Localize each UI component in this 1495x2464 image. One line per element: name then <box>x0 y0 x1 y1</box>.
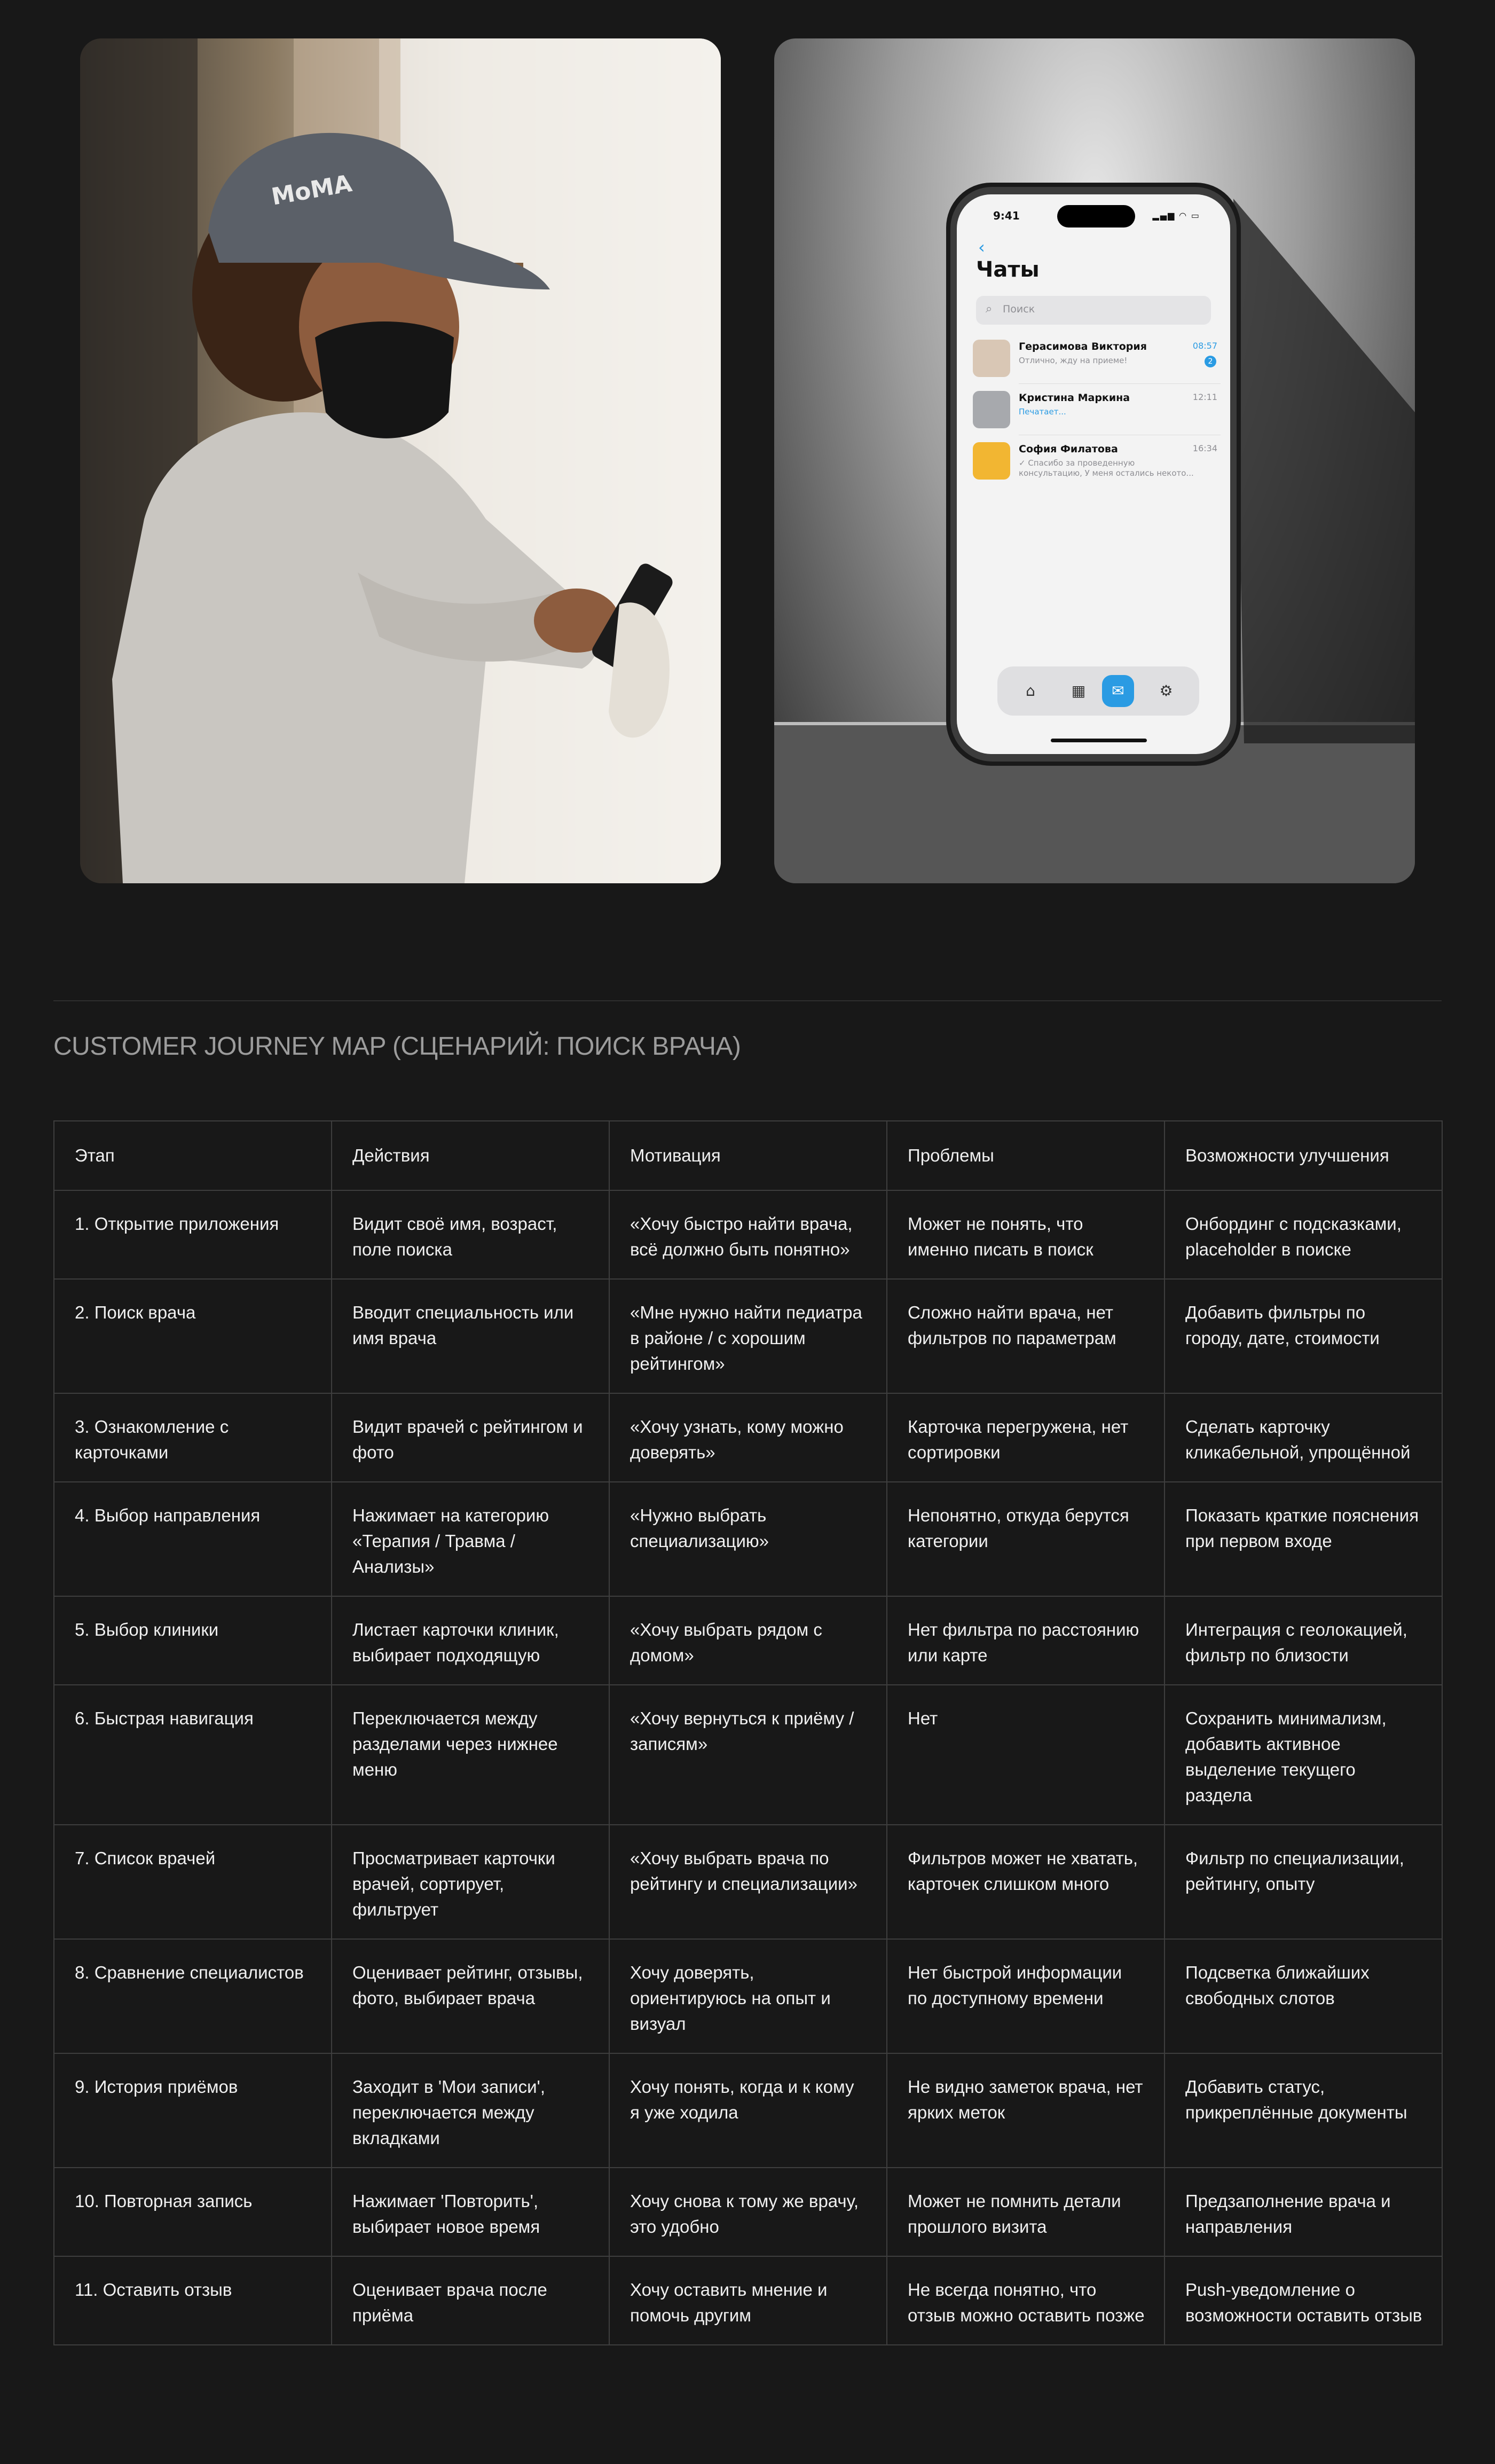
cell-actions: Листает карточки клиник, выбирает подходящую <box>332 1596 609 1685</box>
cap-logo-text: MoMA <box>269 170 354 211</box>
chat-message: Отлично, жду на приеме! <box>1019 356 1128 365</box>
chat-name: Герасимова Виктория <box>1019 341 1147 352</box>
home-indicator <box>1051 739 1147 742</box>
search-icon: ⌕ <box>986 302 993 316</box>
cell-stage: 11. Оставить отзыв <box>54 2256 332 2345</box>
photo-woman-with-phone <box>80 38 721 883</box>
cell-stage: 1. Открытие приложения <box>54 1190 332 1279</box>
calendar-icon[interactable]: ▦ <box>1071 682 1086 700</box>
cell-stage: 3. Ознакомление с карточками <box>54 1393 332 1482</box>
table-row <box>54 2168 1442 2256</box>
chat-item[interactable] <box>970 334 1221 382</box>
avatar <box>973 391 1010 428</box>
chat-name: Кристина Маркина <box>1019 392 1130 404</box>
unread-badge: 2 <box>1205 356 1216 367</box>
cell-problems: Не видно заметок врача, нет ярких меток <box>887 2053 1164 2168</box>
cell-motivation: «Хочу узнать, кому можно доверять» <box>609 1393 887 1482</box>
cell-opportunities: Сохранить минимализм, добавить активное выделение текущего раздела <box>1164 1685 1442 1825</box>
cell-motivation: «Хочу быстро найти врача, всё должно быть понятно» <box>609 1190 887 1279</box>
table-row <box>54 1825 1442 1939</box>
table-header-row <box>54 1121 1442 1190</box>
cell-opportunities: Push-уведомление о возможности оставить отзыв <box>1164 2256 1442 2345</box>
cell-stage: 7. Список врачей <box>54 1825 332 1939</box>
cell-problems: Может не понять, что именно писать в поиск <box>887 1190 1164 1279</box>
screen-title: Чаты <box>976 257 1040 282</box>
signal-wifi-battery-icon: ▂▄▆ ◠ ▭ <box>1152 210 1200 221</box>
cell-actions: Видит своё имя, возраст, поле поиска <box>332 1190 609 1279</box>
cell-stage: 9. История приёмов <box>54 2053 332 2168</box>
chat-time: 12:11 <box>1192 392 1217 402</box>
cell-stage: 5. Выбор клиники <box>54 1596 332 1685</box>
cell-motivation: «Мне нужно найти педиатра в районе / с хорошим рейтингом» <box>609 1279 887 1393</box>
cell-problems: Может не помнить детали прошлого визита <box>887 2168 1164 2256</box>
cell-problems: Нет <box>887 1685 1164 1825</box>
cell-problems: Нет фильтра по расстоянию или карте <box>887 1596 1164 1685</box>
cell-motivation: Хочу оставить мнение и помочь другим <box>609 2256 887 2345</box>
cell-actions: Оценивает рейтинг, отзывы, фото, выбирает врача <box>332 1939 609 2053</box>
table-row <box>54 1939 1442 2053</box>
chat-icon[interactable]: ✉ <box>1102 675 1134 707</box>
phone-screen <box>957 194 1230 754</box>
cell-motivation: Хочу снова к тому же врачу, это удобно <box>609 2168 887 2256</box>
section-divider <box>53 1000 1442 1001</box>
cell-problems: Не всегда понятно, что отзыв можно оставить позже <box>887 2256 1164 2345</box>
cell-problems: Нет быстрой информации по доступному времени <box>887 1939 1164 2053</box>
cell-stage: 6. Быстрая навигация <box>54 1685 332 1825</box>
cell-motivation: «Хочу выбрать рядом с домом» <box>609 1596 887 1685</box>
cell-actions: Вводит специальность или имя врача <box>332 1279 609 1393</box>
cell-motivation: «Хочу выбрать врача по рейтингу и специализации» <box>609 1825 887 1939</box>
header-stage: Этап <box>54 1121 332 1190</box>
search-placeholder: Поиск <box>1003 303 1035 315</box>
cell-motivation: «Нужно выбрать специализацию» <box>609 1482 887 1596</box>
table-row <box>54 1393 1442 1482</box>
chat-message: Печатает... <box>1019 407 1066 417</box>
cell-actions: Нажимает 'Повторить', выбирает новое время <box>332 2168 609 2256</box>
cell-motivation: «Хочу вернуться к приёму / записям» <box>609 1685 887 1825</box>
avatar <box>973 442 1010 480</box>
cell-opportunities: Предзаполнение врача и направления <box>1164 2168 1442 2256</box>
table-row <box>54 2256 1442 2345</box>
dynamic-island <box>1057 205 1135 227</box>
chat-message: ✓ Спасибо за проведенную консультацию, У меня остались некото... <box>1019 458 1194 478</box>
cell-actions: Оценивает врача после приёма <box>332 2256 609 2345</box>
status-time: 9:41 <box>993 209 1020 222</box>
cell-actions: Видит врачей с рейтингом и фото <box>332 1393 609 1482</box>
woman-illustration <box>80 38 721 883</box>
cell-motivation: Хочу понять, когда и к кому я уже ходила <box>609 2053 887 2168</box>
table-row <box>54 1190 1442 1279</box>
cell-actions: Переключается между разделами через нижнее меню <box>332 1685 609 1825</box>
chat-item[interactable] <box>970 437 1221 485</box>
cell-problems: Сложно найти врача, нет фильтров по параметрам <box>887 1279 1164 1393</box>
cell-opportunities: Сделать карточку кликабельной, упрощённой <box>1164 1393 1442 1482</box>
header-motivation: Мотивация <box>609 1121 887 1190</box>
chat-divider <box>1019 383 1221 384</box>
cell-opportunities: Интеграция с геолокацией, фильтр по близости <box>1164 1596 1442 1685</box>
header-opportunities: Возможности улучшения <box>1164 1121 1442 1190</box>
cell-opportunities: Добавить фильтры по городу, дате, стоимости <box>1164 1279 1442 1393</box>
header-problems: Проблемы <box>887 1121 1164 1190</box>
cell-opportunities: Показать краткие пояснения при первом входе <box>1164 1482 1442 1596</box>
cell-opportunities: Онбординг с подсказками, placeholder в поиске <box>1164 1190 1442 1279</box>
cell-stage: 4. Выбор направления <box>54 1482 332 1596</box>
cell-actions: Просматривает карточки врачей, сортирует, фильтрует <box>332 1825 609 1939</box>
chat-time: 16:34 <box>1192 443 1217 453</box>
table-row <box>54 1279 1442 1393</box>
table-row <box>54 1482 1442 1596</box>
cell-stage: 8. Сравнение специалистов <box>54 1939 332 2053</box>
bottom-tab-bar <box>997 666 1199 716</box>
chat-name: София Филатова <box>1019 443 1118 455</box>
table-row <box>54 1685 1442 1825</box>
cell-problems: Карточка перегружена, нет сортировки <box>887 1393 1164 1482</box>
table-row <box>54 1596 1442 1685</box>
search-field[interactable] <box>976 296 1211 325</box>
cell-stage: 2. Поиск врача <box>54 1279 332 1393</box>
cell-actions: Нажимает на категорию «Терапия / Травма / Анализы» <box>332 1482 609 1596</box>
cell-problems: Фильтров может не хватать, карточек слишком много <box>887 1825 1164 1939</box>
cell-actions: Заходит в 'Мои записи', переключается между вкладками <box>332 2053 609 2168</box>
avatar <box>973 340 1010 377</box>
cell-opportunities: Фильтр по специализации, рейтингу, опыту <box>1164 1825 1442 1939</box>
section-title: CUSTOMER JOURNEY MAP (СЦЕНАРИЙ: ПОИСК ВРАЧА) <box>53 1032 741 1061</box>
settings-icon[interactable]: ⚙ <box>1159 682 1173 700</box>
cell-opportunities: Подсветка ближайших свободных слотов <box>1164 1939 1442 2053</box>
cell-stage: 10. Повторная запись <box>54 2168 332 2256</box>
cell-opportunities: Добавить статус, прикреплённые документы <box>1164 2053 1442 2168</box>
chat-item[interactable] <box>970 386 1221 434</box>
back-chevron-icon[interactable]: ‹ <box>978 237 985 257</box>
customer-journey-table <box>53 1120 1443 2345</box>
home-icon[interactable]: ⌂ <box>1026 682 1035 700</box>
chat-time: 08:57 <box>1192 341 1217 351</box>
header-actions: Действия <box>332 1121 609 1190</box>
status-bar <box>957 209 1230 225</box>
table-row <box>54 2053 1442 2168</box>
cell-motivation: Хочу доверять, ориентируюсь на опыт и визуал <box>609 1939 887 2053</box>
photo-phone-mockup <box>774 38 1415 883</box>
cell-problems: Непонятно, откуда берутся категории <box>887 1482 1164 1596</box>
